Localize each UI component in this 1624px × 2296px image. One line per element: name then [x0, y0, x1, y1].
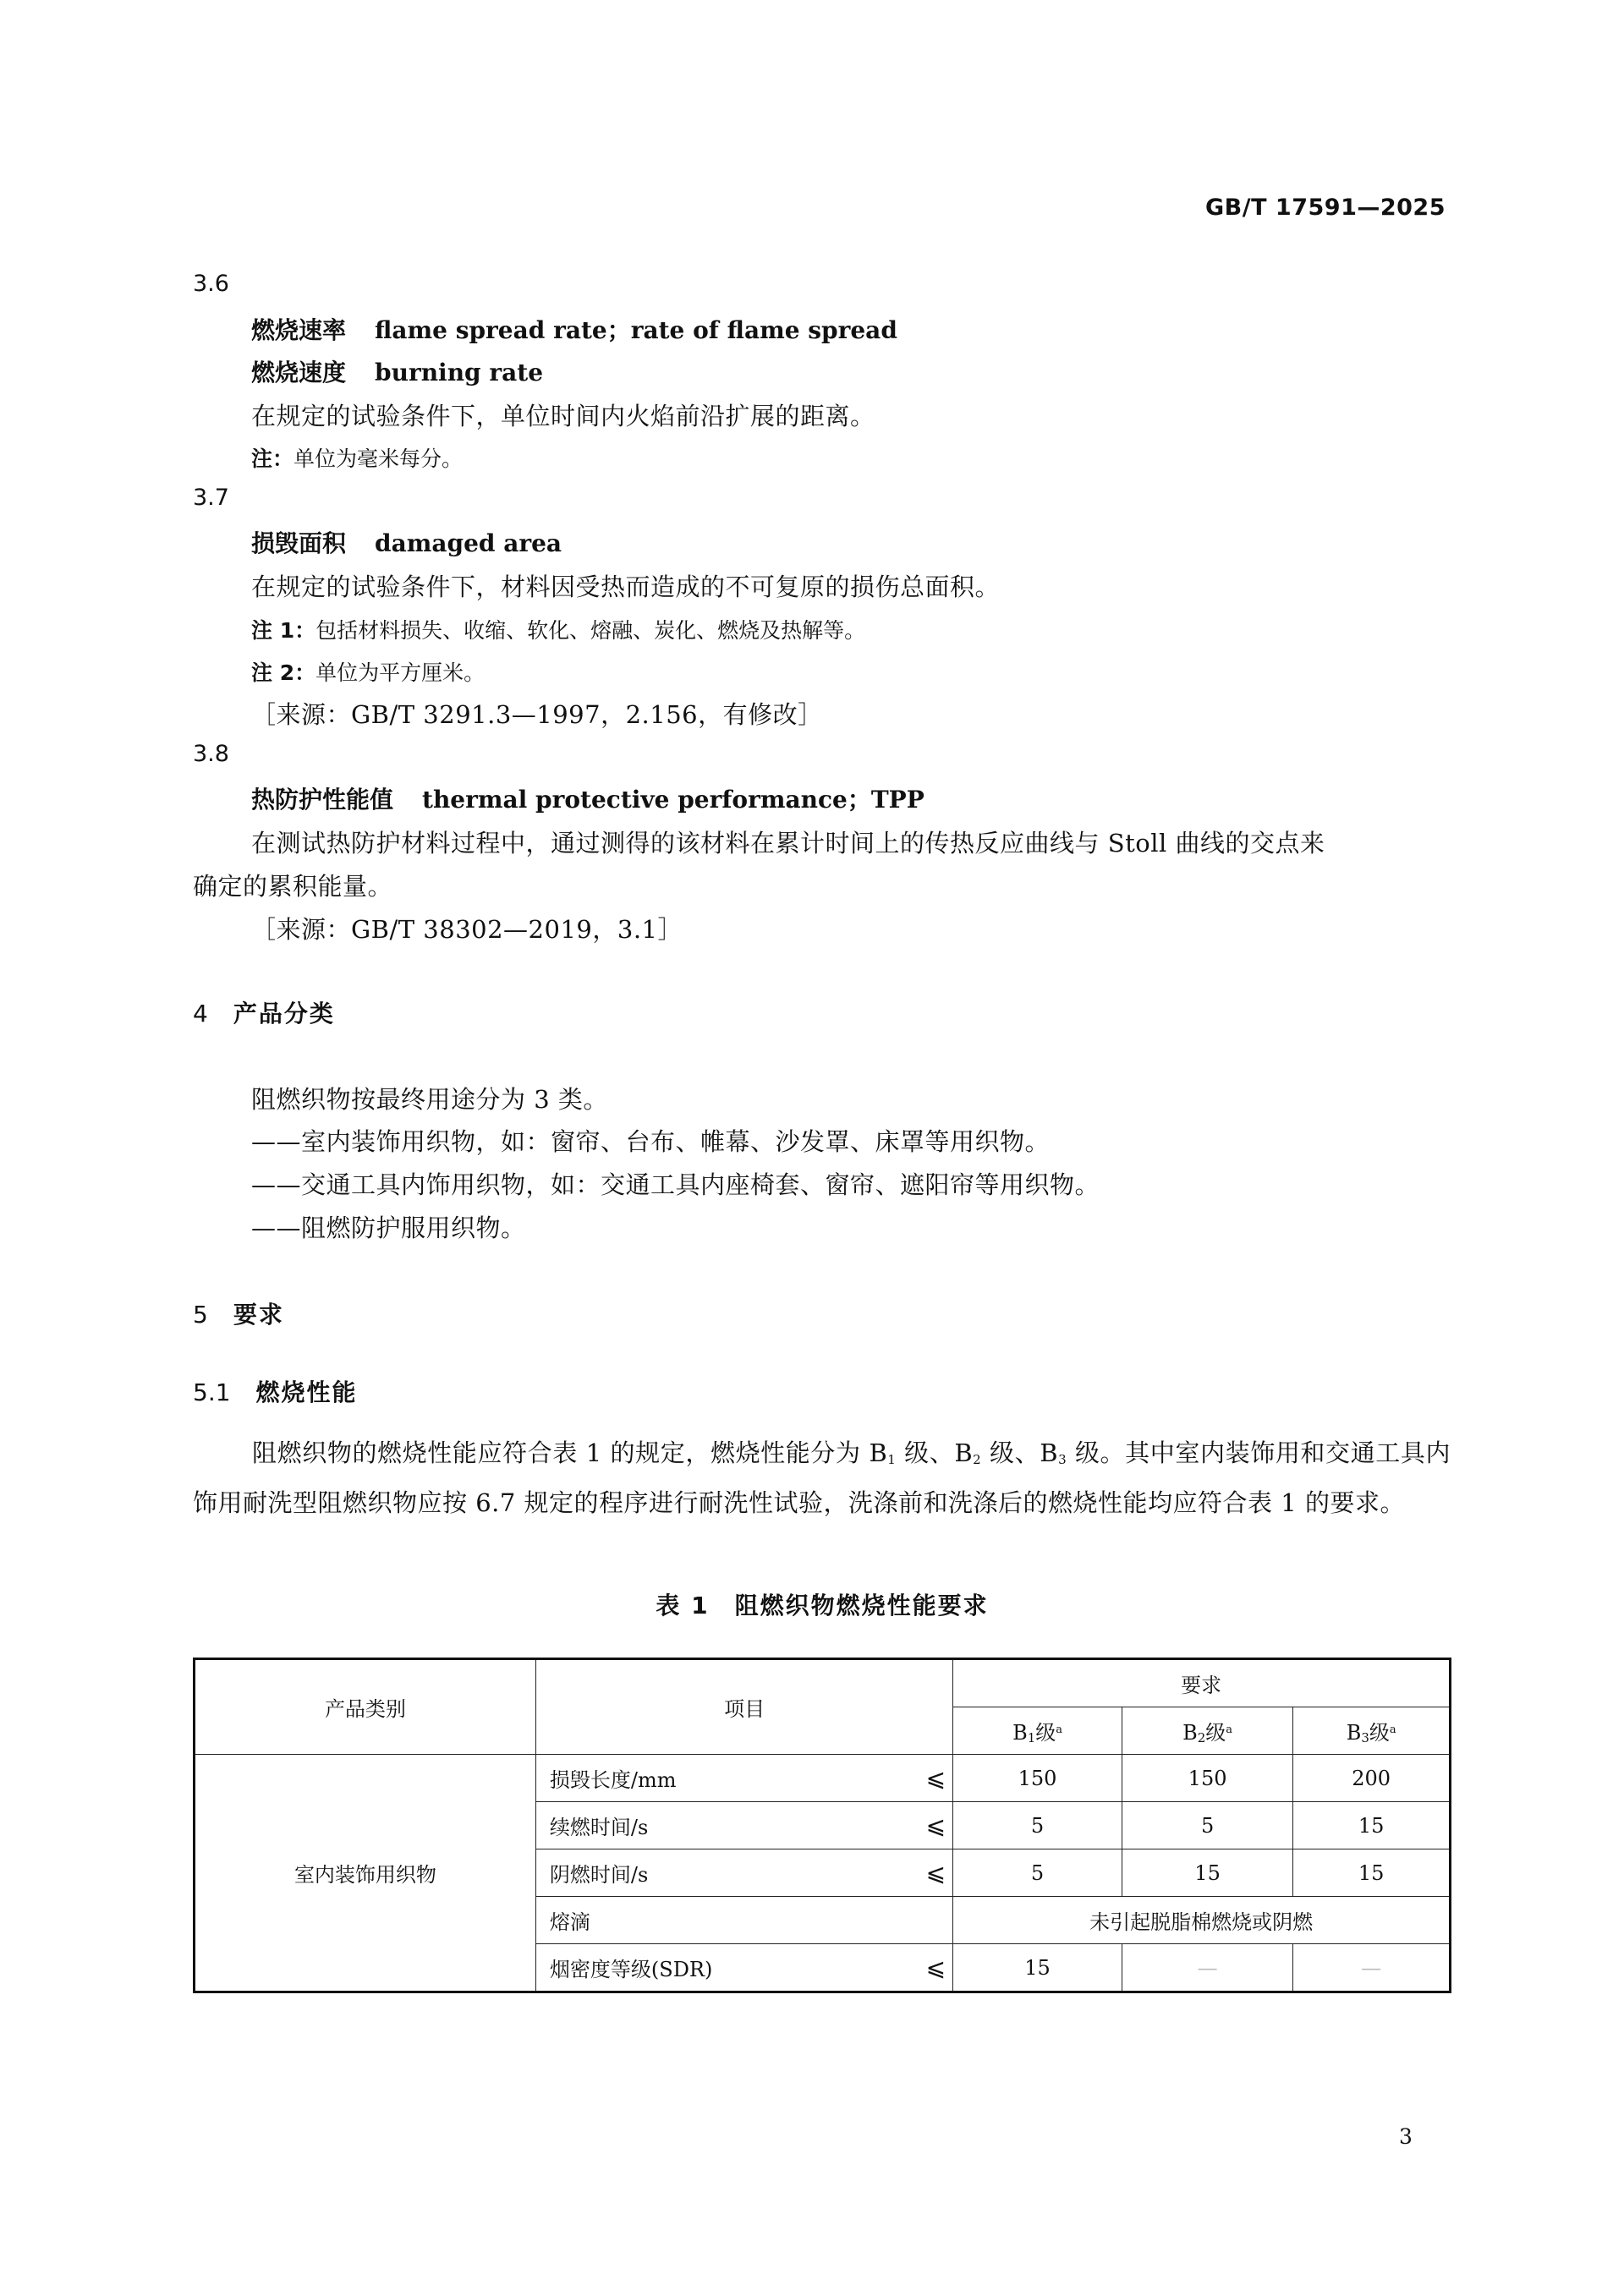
value-b1: 15	[953, 1944, 1122, 1992]
clause-3-8-number: 3.8	[193, 741, 229, 767]
item-cell: 损毁长度/mm	[535, 1755, 919, 1802]
section-number: 5	[193, 1301, 208, 1329]
definition-3-7: 在规定的试验条件下，材料因受热而造成的不可复原的损伤总面积。	[251, 573, 1001, 601]
operator-cell: ⩽	[919, 1849, 952, 1897]
source-3-8: ［来源：GB/T 38302—2019，3.1］	[251, 915, 683, 944]
definition-3-8-line2: 确定的累积能量。	[193, 872, 393, 901]
header-b2	[1122, 1707, 1293, 1755]
operator-cell: ⩽	[919, 1944, 952, 1992]
subscript: 3	[1361, 1730, 1369, 1745]
subscript: 2	[973, 1452, 982, 1467]
list-item: ——室内装饰用织物，如：窗帘、台布、帷幕、沙发罩、床罩等用织物。	[251, 1127, 1051, 1156]
clause-3-7-number: 3.7	[193, 485, 229, 511]
subscript: 1	[1027, 1730, 1036, 1745]
list-item: ——阻燃防护服用织物。	[251, 1214, 526, 1242]
page-number: 3	[1399, 2124, 1413, 2149]
grade-letter: B	[1346, 1721, 1362, 1745]
section-number: 4	[193, 1000, 208, 1027]
note-3-6	[251, 442, 463, 473]
term-en: burning rate	[375, 359, 544, 386]
note-label: 注：	[251, 447, 294, 471]
header-b1	[953, 1707, 1122, 1755]
value-b2: 150	[1122, 1755, 1293, 1802]
requirements-table	[193, 1658, 1451, 1993]
note-text: 单位为毫米每分。	[294, 447, 464, 471]
grade-letter: B	[1182, 1721, 1198, 1745]
value-b2: 15	[1122, 1849, 1293, 1897]
value-b3: 15	[1293, 1802, 1451, 1849]
section-title: 产品分类	[233, 1000, 335, 1027]
term-damaged-area	[251, 525, 562, 559]
note-1-3-7	[251, 614, 865, 644]
value-b2: —	[1122, 1944, 1293, 1992]
note-text: 包括材料损失、收缩、软化、熔融、炭化、燃烧及热解等。	[315, 618, 866, 643]
value-b1: 5	[953, 1802, 1122, 1849]
term-cn: 损毁面积	[251, 529, 347, 557]
category-cell: 室内装饰用织物	[195, 1755, 536, 1992]
grade-label: 级	[1035, 1721, 1056, 1745]
table-header-row	[195, 1659, 1451, 1707]
header-item: 项目	[535, 1659, 952, 1755]
term-en: flame spread rate；rate of flame spread	[375, 316, 897, 344]
note-label: 注 1：	[251, 618, 316, 643]
subscript: 3	[1058, 1452, 1067, 1467]
header-requirement: 要求	[953, 1659, 1451, 1707]
grade-label: 级	[1369, 1721, 1390, 1745]
clause-3-6-number: 3.6	[193, 271, 229, 297]
value-b3: 15	[1293, 1849, 1451, 1897]
list-item: ——交通工具内饰用织物，如：交通工具内座椅套、窗帘、遮阳帘等用织物。	[251, 1170, 1100, 1199]
note-2-3-7	[251, 656, 485, 687]
term-tpp	[251, 781, 924, 815]
term-cn: 燃烧速率	[251, 316, 347, 344]
table-row	[195, 1755, 1451, 1802]
section-5-1-paragraph	[193, 1432, 1451, 1525]
item-cell: 烟密度等级(SDR)	[535, 1944, 919, 1992]
item-cell: 熔滴	[535, 1897, 952, 1944]
definition-3-6: 在规定的试验条件下，单位时间内火焰前沿扩展的距离。	[251, 402, 875, 430]
section-4-heading	[193, 995, 335, 1029]
section-title: 燃烧性能	[255, 1378, 358, 1406]
note-label: 注 2：	[251, 660, 316, 685]
section-5-1-heading	[193, 1374, 358, 1408]
term-cn: 热防护性能值	[251, 786, 394, 814]
subscript: 1	[887, 1452, 897, 1467]
para-text: 级、B	[981, 1438, 1059, 1467]
term-burning-rate	[251, 354, 543, 388]
footnote-mark: a	[1389, 1723, 1396, 1736]
item-cell: 阴燃时间/s	[535, 1849, 919, 1897]
value-b2: 5	[1122, 1802, 1293, 1849]
footnote-mark: a	[1226, 1723, 1233, 1736]
para-text: 级。其中室内装饰用和交通工具内饰用耐洗型阻燃织物应按 6.7 规定的程序进行耐洗性试验，洗涤前和洗涤后的燃烧性能均应符合表 1 的要求。	[193, 1438, 1451, 1517]
header-b3	[1293, 1707, 1451, 1755]
note-text: 单位为平方厘米。	[315, 660, 486, 685]
value-b3: —	[1293, 1944, 1451, 1992]
term-cn: 燃烧速度	[251, 359, 347, 386]
operator-cell: ⩽	[919, 1802, 952, 1849]
value-b3: 200	[1293, 1755, 1451, 1802]
subscript: 2	[1197, 1730, 1206, 1745]
term-en: thermal protective performance；TPP	[422, 786, 924, 814]
value-b1: 5	[953, 1849, 1122, 1897]
standard-number: GB/T 17591—2025	[1205, 195, 1446, 221]
value-b1: 150	[953, 1755, 1122, 1802]
term-flame-spread-rate	[251, 312, 897, 346]
merged-value-cell: 未引起脱脂棉燃烧或阴燃	[953, 1897, 1451, 1944]
header-category: 产品类别	[195, 1659, 536, 1755]
grade-label: 级	[1205, 1721, 1226, 1745]
para-text: 阻燃织物的燃烧性能应符合表 1 的规定，燃烧性能分为 B	[252, 1438, 888, 1467]
definition-3-8-line1: 在测试热防护材料过程中，通过测得的该材料在累计时间上的传热反应曲线与 Stoll 曲线的交点来	[251, 829, 1325, 858]
item-cell: 续燃时间/s	[535, 1802, 919, 1849]
section-4-intro: 阻燃织物按最终用途分为 3 类。	[251, 1085, 608, 1114]
section-title: 要求	[233, 1301, 284, 1329]
footnote-mark: a	[1056, 1723, 1063, 1736]
table-caption: 表 1 阻燃织物燃烧性能要求	[656, 1592, 989, 1619]
term-en: damaged area	[375, 529, 562, 557]
section-5-heading	[193, 1296, 284, 1330]
source-3-7: ［来源：GB/T 3291.3—1997，2.156，有修改］	[251, 700, 823, 729]
operator-cell: ⩽	[919, 1755, 952, 1802]
grade-letter: B	[1012, 1721, 1028, 1745]
section-number: 5.1	[193, 1378, 231, 1406]
para-text: 级、B	[896, 1438, 974, 1467]
